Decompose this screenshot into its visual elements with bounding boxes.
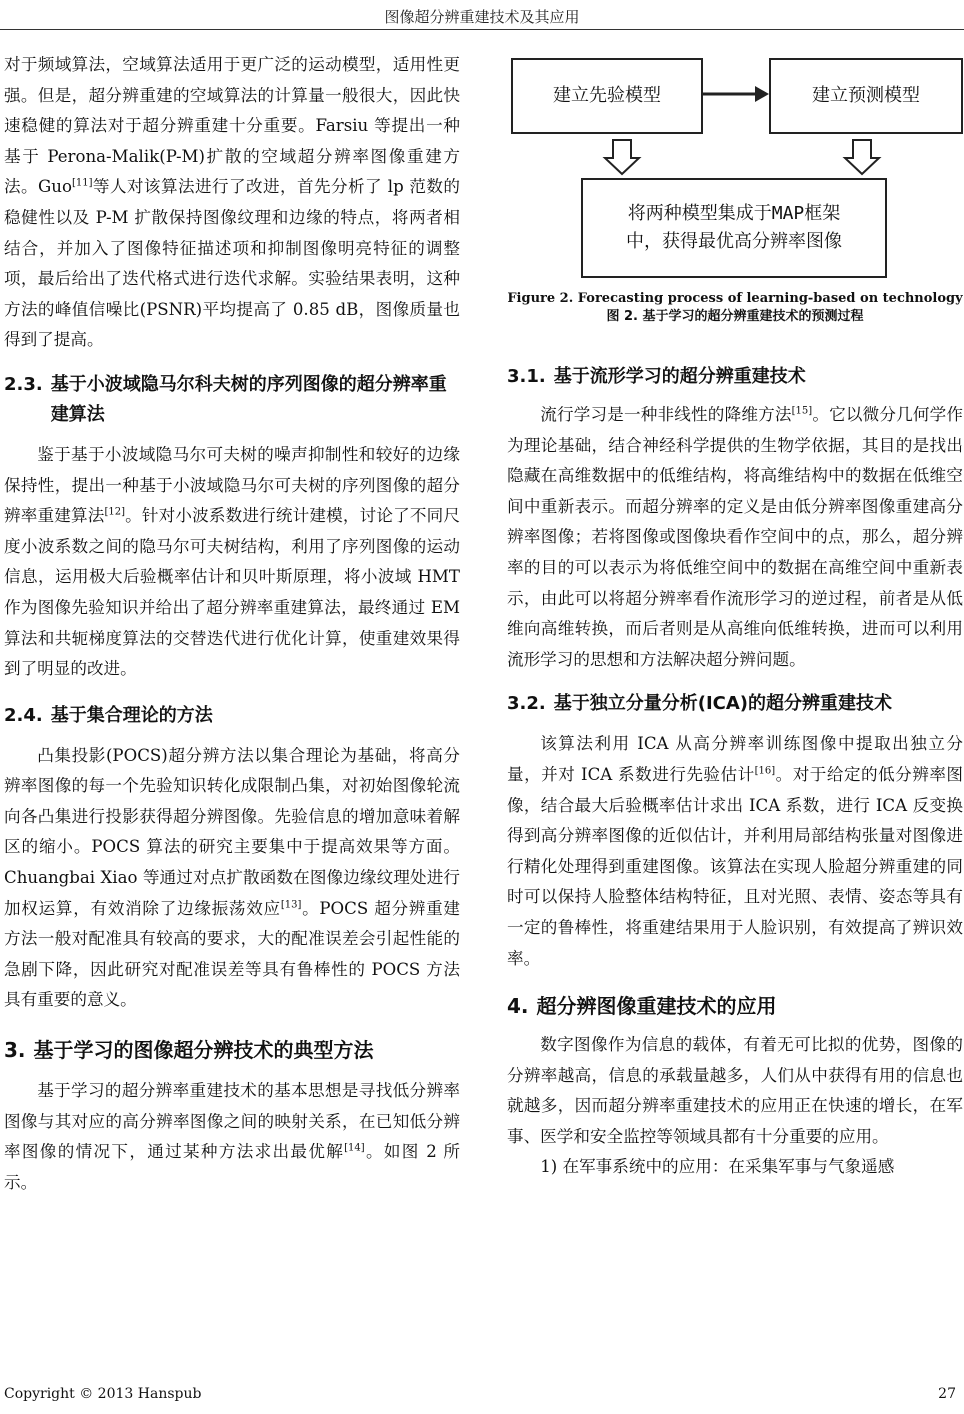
paragraph: 流行学习是一种非线性的降维方法[15]。它以微分几何学作为理论基础，结合神经科学提供的生物学依据，其目的是找出隐藏在高维数据中的低维结构，将高维结构中的数据在低维空间中重新表示。而超分辨率的定义是由低分辨率图像重建高分辨率图像；若将图像或图像块看作空间中的点，那么，超分辨率的目的可以表示为将低维空间中的数据在高维空间中重新表示，由此可以将超分辨率看作流形学习的逆过程，前者是从低维向高维转换，而后者则是从高维向低维转换，进而可以利用流形学习的思想和方法解决超分辨问题。 (507, 405, 964, 669)
right-column (507, 50, 963, 1183)
section-heading-2-3: 2.3. 基于小波域隐马尔科夫树的序列图像的超分辨率重建算法 (4, 373, 447, 425)
header-rule (0, 29, 964, 30)
copyright-notice: Copyright © 2013 Hanspub (4, 1386, 202, 1402)
paragraph: 数字图像作为信息的载体，有着无可比拟的优势，图像的分辨率越高，信息的承载量越多，人们从中获得有用的信息也就越多，因而超分辨率重建技术的应用正在快速的增长，在军事、医学和安全监控等领域具都有十分重要的应用。 (507, 1035, 963, 1146)
predict-model-box: 建立预测模型 (769, 58, 963, 134)
citation[interactable]: [13] (280, 899, 302, 911)
paragraph: 对于频域算法，空域算法适用于更广泛的运动模型，适用性更强。但是，超分辨重建的空域算法的计算量一般很大，因此快速稳健的算法对于超分辨重建十分重要。Farsiu 等提出一种基于 Perona-Malik(P-M)扩散的空域超分辨率图像重建方法。Guo[11]等人对该算法进行了改进，首先分析了 lp 范数的稳健性以及 P-M 扩散保持图像纹理和边缘的特点，将两者相结合，并加入了图像特征描述项和抑制图像明亮特征的调整项，最后给出了迭代格式进行迭代求解。实验结果表明，这种方法的峰值信噪比(PSNR)平均提高了 0.85 dB，图像质量也得到了提高。 (4, 55, 460, 350)
citation[interactable]: [15] (791, 405, 813, 417)
citation[interactable]: [12] (104, 506, 126, 518)
right-arrow-head-icon (755, 86, 769, 102)
section-heading-2-4: 2.4. 基于集合理论的方法 (4, 704, 213, 726)
paragraph: 基于学习的超分辨率重建技术的基本思想是寻找低分辨率图像与其对应的高分辨率图像之间的映射关系，在已知低分辨率图像的情况下，通过某种方法求出最优解[14]。如图 2 所示。 (4, 1081, 461, 1192)
section-heading-4: 4. 超分辨图像重建技术的应用 (507, 994, 777, 1019)
citation[interactable]: [14] (344, 1142, 365, 1154)
section-heading-3-1: 3.1. 基于流形学习的超分辨重建技术 (507, 366, 806, 387)
section-heading-3-2: 3.2. 基于独立分量分析(ICA)的超分辨重建技术 (507, 693, 893, 715)
left-column (4, 50, 460, 1198)
citation[interactable]: [16] (754, 765, 776, 777)
paragraph: 1) 在军事系统中的应用：在采集军事与气象遥感 (540, 1157, 895, 1177)
running-header: 图像超分辨重建技术及其应用 (384, 8, 580, 26)
citation[interactable]: [11] (71, 177, 93, 189)
paragraph: 鉴于基于小波域隐马尔可夫树的噪声抑制性和较好的边缘保持性，提出一种基于小波域隐马尔可夫树的序列图像的超分辨率重建算法[12]。针对小波系数进行统计建模，讨论了不同尺度小波系数之间的隐马尔可夫树结构，利用了序列图像的运动信息，运用极大后验概率估计和贝叶斯原理，将小波域 HMT 作为图像先验知识并给出了超分辨率重建算法，最终通过 EM 算法和共轭梯度算法的交替迭代进行优化计算，使重建效果得到了明显的改进。 (4, 444, 461, 679)
prior-model-box: 建立先验模型 (511, 58, 703, 134)
section-heading-3: 3. 基于学习的图像超分辨技术的典型方法 (4, 1038, 374, 1063)
paragraph: 该算法利用 ICA 从高分辨率训练图像中提取出独立分量，并对 ICA 系数进行先验估计[16]。对于给定的低分辨率图像，结合最大后验概率估计求出 ICA 系数，进行 ICA 反变换得到高分辨率图像的近似估计，并利用局部结构张量对图像进行精化处理得到重建图像。该算法在实现人脸超分辨重建的同时可以保持人脸整体结构特征，且对光照、表情、姿态等具有一定的鲁棒性，将重建结果用于人脸识别，有效提高了辨识效率。 (507, 734, 963, 968)
down-arrow-icon (845, 140, 879, 174)
figure-caption-en: Figure 2. Forecasting process of learning-based on technology (507, 291, 963, 306)
figure-caption-zh: 图 2. 基于学习的超分辨重建技术的预测过程 (606, 309, 864, 324)
figure-2-diagram (507, 50, 963, 282)
page-number: 27 (938, 1386, 956, 1402)
paragraph: 凸集投影(POCS)超分辨方法以集合理论为基础，将高分辨率图像的每一个先验知识转化成限制凸集，对初始图像轮流向各凸集进行投影获得超分辨图像。先验信息的增加意味着解区的缩小。POCS 算法的研究主要集中于提高效果等方面。Chuangbai Xiao 等通过对点扩散函数在图像边缘纹理处进行加权运算，有效消除了边缘振荡效应[13]。POCS 超分辨重建方法一般对配准具有较高的要求，大的配准误差会引起性能的急剧下降，因此研究对配准误差等具有鲁棒性的 POCS 方法具有重要的意义。 (4, 745, 461, 1010)
down-arrow-icon (605, 140, 639, 174)
map-integration-box: 将两种模型集成于MAP框架中，获得最优高分辨率图像 (581, 178, 887, 278)
